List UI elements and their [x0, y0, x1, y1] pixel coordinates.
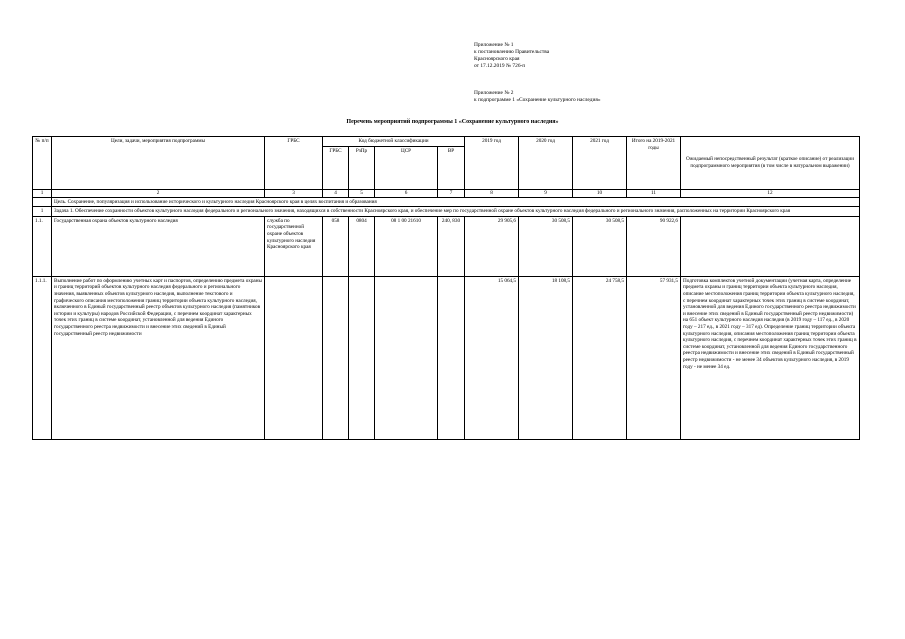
- table-row: [33, 276, 860, 439]
- col-header-csr: ЦСР: [375, 147, 438, 190]
- row-vr: [438, 276, 465, 439]
- col-header-grbs: ГРБС: [265, 137, 323, 190]
- task-number: 1: [33, 207, 52, 217]
- col-header-total: Итого на 2019-2021 годы: [627, 137, 681, 190]
- column-number: 10: [573, 190, 627, 198]
- col-header-budget-code: Код бюджетной классификации: [323, 137, 465, 147]
- col-header-2020: 2020 год: [519, 137, 573, 190]
- col-header-vr: ВР: [438, 147, 465, 190]
- col-header-rzpr: РзПр: [349, 147, 375, 190]
- goal-row: [33, 197, 860, 207]
- appendix-2-line: Приложение № 2: [474, 90, 514, 96]
- row-grbs-code: [323, 276, 349, 439]
- goal-text: Цель. Сохранение, популяризация и использование исторического и культурного наследия Красноярского края в целях воспитания и образования: [52, 197, 860, 207]
- column-number: 8: [465, 190, 519, 198]
- column-number: 3: [265, 190, 323, 198]
- row-rzpr: [349, 276, 375, 439]
- column-number: 7: [438, 190, 465, 198]
- column-number: 5: [349, 190, 375, 198]
- appendix-1-line: Приложение № 1: [474, 42, 514, 48]
- row-name: Государственная охрана объектов культурного наследия: [52, 216, 265, 276]
- table-row: [33, 216, 860, 276]
- row-result: Подготовка комплектов учетной документации (учетная карта, определение предмета охраны и границ территории объекта культурного наследия, описание местоположения границ территории объекта культурного наследия, с перечнем координат характерных точек этих границ в системе координат, установленной для ведения Единого государственного реестра недвижимости и внесение этих сведений в Единый государственный реестр недвижимости) на 651 объект культурного наследия наследия (в 2019 году – 117 ед., в 2020 году – 217 ед., в 2021 году – 317 ед). Определение границ территории объекта культурного наследия, описания местоположения границ территории объекта культурного наследия, с перечнем координат характерных точек этих границ в системе координат, установленной для ведения Единого государственного реестра недвижимости и внесение этих сведений в Единый государственный реестр недвижимости - не менее 34 объектов культурного наследия, в 2019 году - не менее 34 ед.: [681, 276, 860, 439]
- row-2020: 30 508,5: [519, 216, 573, 276]
- column-number: 1: [33, 190, 52, 198]
- column-number: 6: [375, 190, 438, 198]
- column-number: 2: [52, 190, 265, 198]
- row-total: 90 922,6: [627, 216, 681, 276]
- col-header-goals: Цели, задачи, мероприятия подпрограммы: [52, 137, 265, 190]
- row-grbs-name: [265, 276, 323, 439]
- col-header-2021: 2021 год: [573, 137, 627, 190]
- col-header-2019: 2019 год: [465, 137, 519, 190]
- column-number: 12: [681, 190, 860, 198]
- row-2021: 30 508,5: [573, 216, 627, 276]
- column-number: 11: [627, 190, 681, 198]
- measures-table: [32, 136, 860, 440]
- appendix-1-line: Красноярского края: [474, 56, 520, 62]
- row-2019: 15 064,5: [465, 276, 519, 439]
- row-vr: 240, 830: [438, 216, 465, 276]
- column-number-row: [33, 190, 860, 198]
- appendix-1-line: к постановлению Правительства: [474, 49, 550, 55]
- column-number: 9: [519, 190, 573, 198]
- row-2021: 24 758,5: [573, 276, 627, 439]
- row-csr: [375, 276, 438, 439]
- row-total: 57 931,5: [627, 276, 681, 439]
- row-grbs-code: 058: [323, 216, 349, 276]
- row-grbs-name: служба по государственной охране объектов культурного наследия Красноярского края: [265, 216, 323, 276]
- task-row: [33, 207, 860, 217]
- document-title: Перечень мероприятий подпрограммы 1 «Сохранение культурного наследия»: [346, 119, 559, 125]
- col-header-result: Ожидаемый непосредственный результат (краткое описание) от реализации подпрограммного мероприятия (в том числе в натуральном выражении): [681, 137, 860, 190]
- task-text: Задача 1. Обеспечение сохранности объектов культурного наследия федерального и регионального значения, находящихся в собственности Красноярского края, и обеспечение мер по государственной охране объектов культурного наследия федерального и регионального значения, расположенных на территории Красноярского края: [52, 207, 860, 217]
- row-number: 1.1.1.: [33, 276, 52, 439]
- row-rzpr: 0804: [349, 216, 375, 276]
- column-number: 4: [323, 190, 349, 198]
- row-2019: 29 905,6: [465, 216, 519, 276]
- appendix-2-header: [474, 90, 601, 104]
- appendix-1-header: [474, 42, 549, 70]
- row-2020: 18 108,5: [519, 276, 573, 439]
- appendix-2-line: к подпрограмме 1 «Сохранение культурного наследия»: [474, 97, 601, 103]
- col-header-grbs-code: ГРБС: [323, 147, 349, 190]
- row-result: [681, 216, 860, 276]
- appendix-1-line: от 17.12.2019 № 726-п: [474, 63, 526, 69]
- col-header-no: № п/п: [33, 137, 52, 190]
- row-name: Выполнение работ по оформлению учетных карт и паспортов, определению предмета охраны и границ территорий объектов культурного наследия федерального и регионального значения, выявленных объектов культурного наследия, выполнение текстового и графического описания местоположения границ территории объекта культурного наследия, включенного в Единый государственный реестр объектов культурного наследия (памятников истории и культуры) народов Российской Федерации, с перечнем координат характерных точек этих границ в системе координат, установленной для ведения Единого государственного реестра недвижимости и внесение этих сведений в Единый государственный реестр недвижимости: [52, 276, 265, 439]
- row-csr: 08 1 00 21610: [375, 216, 438, 276]
- row-number: 1.1.: [33, 216, 52, 276]
